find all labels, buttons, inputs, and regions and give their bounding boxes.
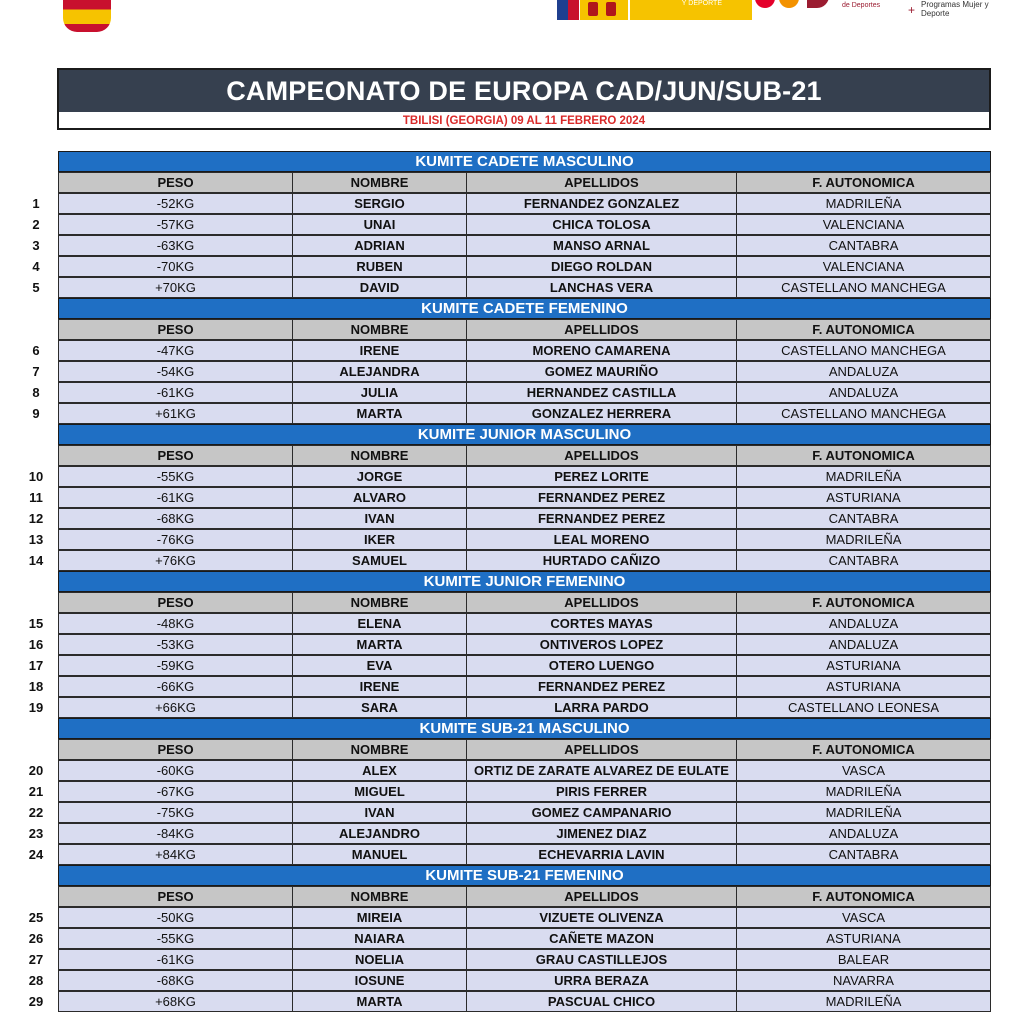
surname-cell: GOMEZ MAURIÑO bbox=[466, 361, 737, 382]
weight-cell: -70KG bbox=[58, 256, 293, 277]
row-number: 8 bbox=[32, 385, 40, 400]
surname-cell: PEREZ LORITE bbox=[466, 466, 737, 487]
column-header-federacion: F. AUTONOMICA bbox=[736, 445, 991, 466]
table-row bbox=[0, 781, 1024, 802]
federation-cell: VALENCIANA bbox=[736, 256, 991, 277]
name-cell: ALEJANDRA bbox=[292, 361, 467, 382]
federation-cell: CANTABRA bbox=[736, 844, 991, 865]
name-cell: UNAI bbox=[292, 214, 467, 235]
table-row bbox=[0, 970, 1024, 991]
federation-cell: CANTABRA bbox=[736, 550, 991, 571]
column-header-federacion: F. AUTONOMICA bbox=[736, 319, 991, 340]
column-header-nombre: NOMBRE bbox=[292, 739, 467, 760]
federation-cell: ASTURIANA bbox=[736, 928, 991, 949]
table-row bbox=[0, 550, 1024, 571]
category-section bbox=[0, 424, 1024, 571]
federation-cell: CASTELLANO MANCHEGA bbox=[736, 340, 991, 361]
row-number: 21 bbox=[28, 784, 44, 799]
row-number: 14 bbox=[28, 553, 44, 568]
name-cell: ALVARO bbox=[292, 487, 467, 508]
category-title: KUMITE SUB-21 FEMENINO bbox=[58, 865, 991, 886]
name-cell: IOSUNE bbox=[292, 970, 467, 991]
row-number: 26 bbox=[28, 931, 44, 946]
row-number: 3 bbox=[32, 238, 40, 253]
name-cell: MANUEL bbox=[292, 844, 467, 865]
weight-cell: +68KG bbox=[58, 991, 293, 1012]
name-cell: SARA bbox=[292, 697, 467, 718]
surname-cell: FERNANDEZ PEREZ bbox=[466, 487, 737, 508]
surname-cell: GOMEZ CAMPANARIO bbox=[466, 802, 737, 823]
federation-cell: ASTURIANA bbox=[736, 676, 991, 697]
row-number: 19 bbox=[28, 700, 44, 715]
name-cell: NAIARA bbox=[292, 928, 467, 949]
row-number: 5 bbox=[32, 280, 40, 295]
table-row bbox=[0, 844, 1024, 865]
row-number: 23 bbox=[28, 826, 44, 841]
category-section bbox=[0, 298, 1024, 424]
category-title: KUMITE SUB-21 MASCULINO bbox=[58, 718, 991, 739]
weight-cell: +84KG bbox=[58, 844, 293, 865]
row-number: 25 bbox=[28, 910, 44, 925]
federation-shield-logo bbox=[63, 0, 111, 32]
table-row bbox=[0, 697, 1024, 718]
csd-logo-text: de Deportes bbox=[842, 2, 881, 9]
name-cell: MIGUEL bbox=[292, 781, 467, 802]
row-number: 4 bbox=[32, 259, 40, 274]
weight-cell: -67KG bbox=[58, 781, 293, 802]
federation-cell: CANTABRA bbox=[736, 235, 991, 256]
name-cell: MARTA bbox=[292, 634, 467, 655]
row-number: 29 bbox=[28, 994, 44, 1009]
weight-cell: -68KG bbox=[58, 508, 293, 529]
table-row bbox=[0, 340, 1024, 361]
row-number: 6 bbox=[32, 343, 40, 358]
table-row bbox=[0, 214, 1024, 235]
federation-cell: MADRILEÑA bbox=[736, 781, 991, 802]
weight-cell: -61KG bbox=[58, 382, 293, 403]
name-cell: ELENA bbox=[292, 613, 467, 634]
name-cell: IKER bbox=[292, 529, 467, 550]
row-number: 22 bbox=[28, 805, 44, 820]
federation-cell: CASTELLANO MANCHEGA bbox=[736, 277, 991, 298]
table-row bbox=[0, 466, 1024, 487]
table-row bbox=[0, 823, 1024, 844]
surname-cell: VIZUETE OLIVENZA bbox=[466, 907, 737, 928]
name-cell: IVAN bbox=[292, 802, 467, 823]
column-header-peso: PESO bbox=[58, 886, 293, 907]
column-header-federacion: F. AUTONOMICA bbox=[736, 172, 991, 193]
name-cell: IVAN bbox=[292, 508, 467, 529]
table-row bbox=[0, 487, 1024, 508]
weight-cell: -84KG bbox=[58, 823, 293, 844]
weight-cell: -47KG bbox=[58, 340, 293, 361]
weight-cell: +66KG bbox=[58, 697, 293, 718]
weight-cell: -59KG bbox=[58, 655, 293, 676]
category-title: KUMITE JUNIOR FEMENINO bbox=[58, 571, 991, 592]
row-number: 27 bbox=[28, 952, 44, 967]
federation-cell: MADRILEÑA bbox=[736, 466, 991, 487]
row-number: 9 bbox=[32, 406, 40, 421]
weight-cell: -60KG bbox=[58, 760, 293, 781]
weight-cell: -55KG bbox=[58, 928, 293, 949]
federation-cell: ANDALUZA bbox=[736, 361, 991, 382]
table-row bbox=[0, 802, 1024, 823]
event-subtitle: TBILISI (GEORGIA) 09 AL 11 FEBRERO 2024 bbox=[402, 115, 646, 127]
name-cell: DAVID bbox=[292, 277, 467, 298]
table-row bbox=[0, 676, 1024, 697]
row-number: 2 bbox=[32, 217, 40, 232]
ministry-logo-text: Y DEPORTE bbox=[681, 0, 722, 7]
surname-cell: CHICA TOLOSA bbox=[466, 214, 737, 235]
column-header-federacion: F. AUTONOMICA bbox=[736, 739, 991, 760]
column-header-row bbox=[0, 592, 1024, 613]
column-header-peso: PESO bbox=[58, 319, 293, 340]
category-section bbox=[0, 571, 1024, 718]
table-row bbox=[0, 634, 1024, 655]
table-row bbox=[0, 361, 1024, 382]
weight-cell: -63KG bbox=[58, 235, 293, 256]
column-header-row bbox=[0, 886, 1024, 907]
flag-logo bbox=[557, 0, 579, 20]
column-header-nombre: NOMBRE bbox=[292, 445, 467, 466]
table-row bbox=[0, 991, 1024, 1012]
surname-cell: FERNANDEZ PEREZ bbox=[466, 508, 737, 529]
row-number: 17 bbox=[28, 658, 44, 673]
weight-cell: -55KG bbox=[58, 466, 293, 487]
federation-cell: CANTABRA bbox=[736, 508, 991, 529]
surname-cell: CAÑETE MAZON bbox=[466, 928, 737, 949]
column-header-apellidos: APELLIDOS bbox=[466, 445, 737, 466]
column-header-nombre: NOMBRE bbox=[292, 319, 467, 340]
column-header-row bbox=[0, 319, 1024, 340]
surname-cell: MANSO ARNAL bbox=[466, 235, 737, 256]
name-cell: JULIA bbox=[292, 382, 467, 403]
surname-cell: LANCHAS VERA bbox=[466, 277, 737, 298]
category-section bbox=[0, 718, 1024, 865]
column-header-row bbox=[0, 739, 1024, 760]
surname-cell: JIMENEZ DIAZ bbox=[466, 823, 737, 844]
column-header-federacion: F. AUTONOMICA bbox=[736, 886, 991, 907]
surname-cell: DIEGO ROLDAN bbox=[466, 256, 737, 277]
row-number: 18 bbox=[28, 679, 44, 694]
surname-cell: LEAL MORENO bbox=[466, 529, 737, 550]
table-row bbox=[0, 256, 1024, 277]
federation-cell: MADRILEÑA bbox=[736, 991, 991, 1012]
table-row bbox=[0, 655, 1024, 676]
surname-cell: GONZALEZ HERRERA bbox=[466, 403, 737, 424]
weight-cell: -53KG bbox=[58, 634, 293, 655]
table-row bbox=[0, 382, 1024, 403]
table-row bbox=[0, 193, 1024, 214]
column-header-federacion: F. AUTONOMICA bbox=[736, 592, 991, 613]
weight-cell: -61KG bbox=[58, 949, 293, 970]
plus-icon: + bbox=[908, 3, 916, 17]
table-row bbox=[0, 277, 1024, 298]
table-row bbox=[0, 760, 1024, 781]
weight-cell: +61KG bbox=[58, 403, 293, 424]
name-cell: NOELIA bbox=[292, 949, 467, 970]
logo-bar bbox=[0, 0, 1024, 40]
surname-cell: GRAU CASTILLEJOS bbox=[466, 949, 737, 970]
weight-cell: -66KG bbox=[58, 676, 293, 697]
table-row bbox=[0, 613, 1024, 634]
row-number: 12 bbox=[28, 511, 44, 526]
surname-cell: PIRIS FERRER bbox=[466, 781, 737, 802]
weight-cell: -54KG bbox=[58, 361, 293, 382]
column-header-peso: PESO bbox=[58, 592, 293, 613]
column-header-apellidos: APELLIDOS bbox=[466, 592, 737, 613]
category-section bbox=[0, 865, 1024, 1012]
weight-cell: -48KG bbox=[58, 613, 293, 634]
row-number: 15 bbox=[28, 616, 44, 631]
federation-cell: CASTELLANO LEONESA bbox=[736, 697, 991, 718]
category-title: KUMITE JUNIOR MASCULINO bbox=[58, 424, 991, 445]
table-row bbox=[0, 928, 1024, 949]
column-header-apellidos: APELLIDOS bbox=[466, 319, 737, 340]
weight-cell: -76KG bbox=[58, 529, 293, 550]
federation-cell: MADRILEÑA bbox=[736, 802, 991, 823]
page-title: CAMPEONATO DE EUROPA CAD/JUN/SUB-21 bbox=[59, 70, 989, 112]
column-header-apellidos: APELLIDOS bbox=[466, 739, 737, 760]
title-box bbox=[57, 68, 991, 130]
surname-cell: LARRA PARDO bbox=[466, 697, 737, 718]
row-number: 16 bbox=[28, 637, 44, 652]
federation-cell: VALENCIANA bbox=[736, 214, 991, 235]
surname-cell: FERNANDEZ GONZALEZ bbox=[466, 193, 737, 214]
name-cell: MIREIA bbox=[292, 907, 467, 928]
name-cell: EVA bbox=[292, 655, 467, 676]
column-header-peso: PESO bbox=[58, 172, 293, 193]
table-row bbox=[0, 403, 1024, 424]
column-header-nombre: NOMBRE bbox=[292, 592, 467, 613]
column-header-peso: PESO bbox=[58, 445, 293, 466]
row-number: 24 bbox=[28, 847, 44, 862]
weight-cell: +76KG bbox=[58, 550, 293, 571]
column-header-nombre: NOMBRE bbox=[292, 172, 467, 193]
weight-cell: -50KG bbox=[58, 907, 293, 928]
row-number: 10 bbox=[28, 469, 44, 484]
column-header-apellidos: APELLIDOS bbox=[466, 886, 737, 907]
federation-cell: MADRILEÑA bbox=[736, 193, 991, 214]
name-cell: JORGE bbox=[292, 466, 467, 487]
name-cell: MARTA bbox=[292, 403, 467, 424]
surname-cell: ONTIVEROS LOPEZ bbox=[466, 634, 737, 655]
weight-cell: -52KG bbox=[58, 193, 293, 214]
surname-cell: HERNANDEZ CASTILLA bbox=[466, 382, 737, 403]
table-row bbox=[0, 949, 1024, 970]
federation-cell: BALEAR bbox=[736, 949, 991, 970]
surname-cell: OTERO LUENGO bbox=[466, 655, 737, 676]
column-header-peso: PESO bbox=[58, 739, 293, 760]
weight-cell: -75KG bbox=[58, 802, 293, 823]
name-cell: IRENE bbox=[292, 676, 467, 697]
row-number: 28 bbox=[28, 973, 44, 988]
federation-cell: ANDALUZA bbox=[736, 382, 991, 403]
column-header-row bbox=[0, 172, 1024, 193]
column-header-apellidos: APELLIDOS bbox=[466, 172, 737, 193]
weight-cell: -68KG bbox=[58, 970, 293, 991]
weight-cell: +70KG bbox=[58, 277, 293, 298]
name-cell: ADRIAN bbox=[292, 235, 467, 256]
federation-cell: CASTELLANO MANCHEGA bbox=[736, 403, 991, 424]
row-number: 1 bbox=[32, 196, 40, 211]
federation-cell: VASCA bbox=[736, 907, 991, 928]
surname-cell: ECHEVARRIA LAVIN bbox=[466, 844, 737, 865]
table-row bbox=[0, 508, 1024, 529]
federation-cell: ASTURIANA bbox=[736, 655, 991, 676]
category-title: KUMITE CADETE MASCULINO bbox=[58, 151, 991, 172]
row-number: 11 bbox=[29, 490, 43, 505]
name-cell: SAMUEL bbox=[292, 550, 467, 571]
programs-logo-text: Programas Mujer y Deporte bbox=[921, 0, 989, 18]
row-number: 13 bbox=[28, 532, 44, 547]
column-header-nombre: NOMBRE bbox=[292, 886, 467, 907]
table-row bbox=[0, 907, 1024, 928]
row-number: 7 bbox=[32, 364, 40, 379]
surname-cell: FERNANDEZ PEREZ bbox=[466, 676, 737, 697]
surname-cell: HURTADO CAÑIZO bbox=[466, 550, 737, 571]
surname-cell: MORENO CAMARENA bbox=[466, 340, 737, 361]
table-row bbox=[0, 529, 1024, 550]
name-cell: ALEJANDRO bbox=[292, 823, 467, 844]
csd-logo bbox=[755, 0, 805, 10]
federation-cell: MADRILEÑA bbox=[736, 529, 991, 550]
federation-cell: ANDALUZA bbox=[736, 634, 991, 655]
results-tables bbox=[0, 151, 1024, 1012]
federation-cell: ANDALUZA bbox=[736, 823, 991, 844]
name-cell: IRENE bbox=[292, 340, 467, 361]
name-cell: RUBEN bbox=[292, 256, 467, 277]
surname-cell: ORTIZ DE ZARATE ALVAREZ DE EULATE bbox=[466, 760, 737, 781]
name-cell: SERGIO bbox=[292, 193, 467, 214]
federation-cell: NAVARRA bbox=[736, 970, 991, 991]
federation-cell: ASTURIANA bbox=[736, 487, 991, 508]
weight-cell: -57KG bbox=[58, 214, 293, 235]
name-cell: ALEX bbox=[292, 760, 467, 781]
column-header-row bbox=[0, 445, 1024, 466]
ministry-logo bbox=[630, 0, 752, 20]
surname-cell: PASCUAL CHICO bbox=[466, 991, 737, 1012]
category-title: KUMITE CADETE FEMENINO bbox=[58, 298, 991, 319]
surname-cell: CORTES MAYAS bbox=[466, 613, 737, 634]
name-cell: MARTA bbox=[292, 991, 467, 1012]
table-row bbox=[0, 235, 1024, 256]
row-number: 20 bbox=[28, 763, 44, 778]
category-section bbox=[0, 151, 1024, 298]
surname-cell: URRA BERAZA bbox=[466, 970, 737, 991]
federation-cell: VASCA bbox=[736, 760, 991, 781]
government-crest-logo bbox=[580, 0, 628, 20]
weight-cell: -61KG bbox=[58, 487, 293, 508]
federation-cell: ANDALUZA bbox=[736, 613, 991, 634]
